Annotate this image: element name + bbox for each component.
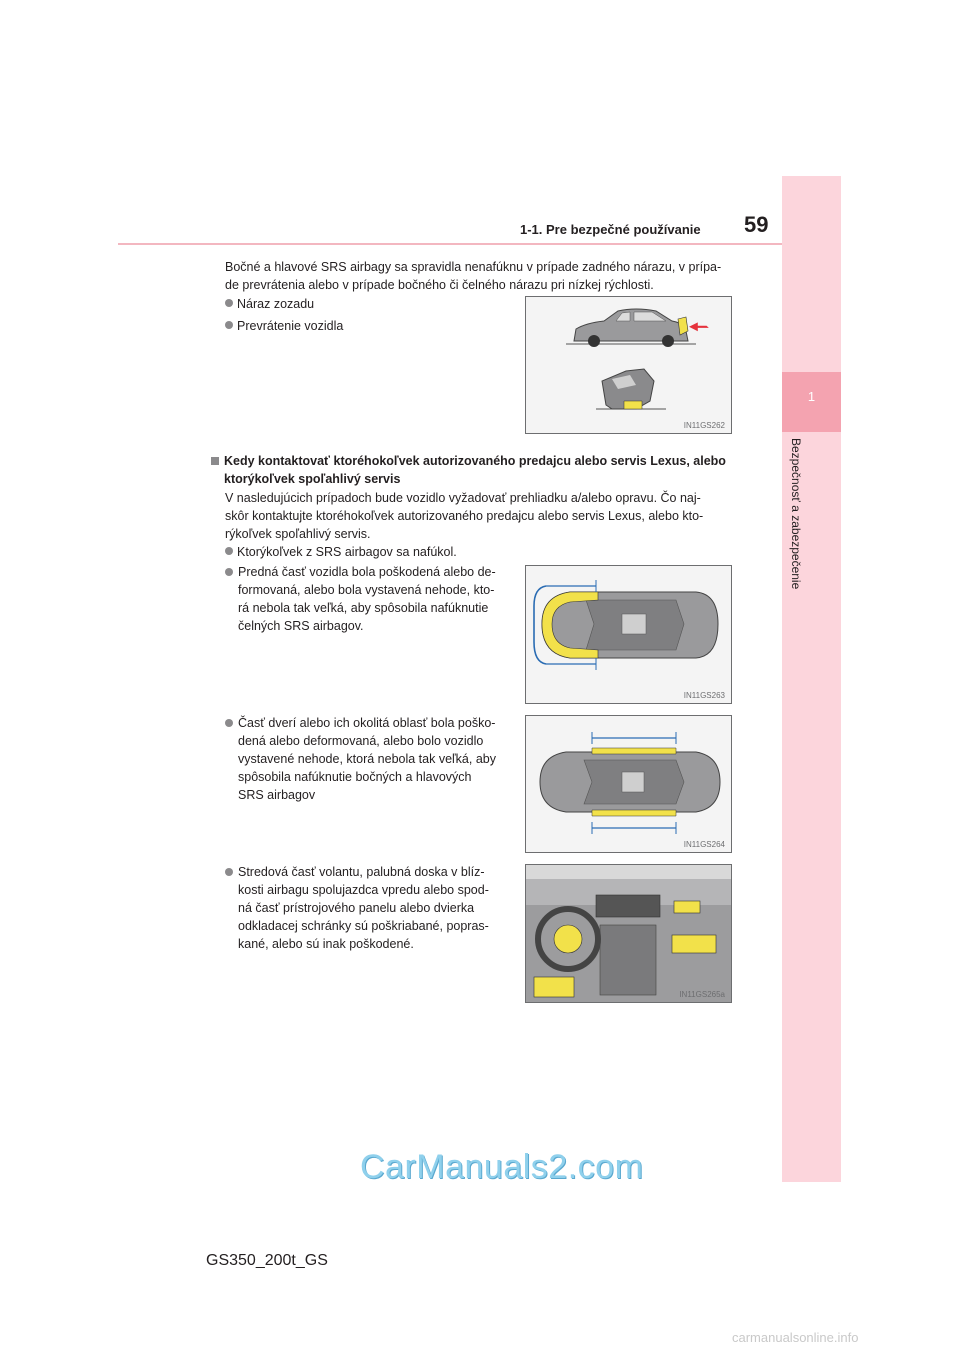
figure-code: IN11GS264 bbox=[683, 840, 725, 849]
car-front-area-illustration bbox=[526, 566, 731, 703]
section-title: 1-1. Pre bezpečné používanie bbox=[520, 222, 701, 237]
bullet-dot-icon bbox=[225, 321, 233, 329]
car-rear-impact-illustration bbox=[526, 297, 731, 433]
model-code: GS350_200t_GS bbox=[206, 1252, 328, 1269]
item-front-damage: Predná časť vozidla bola poškodená alebo de- formovaná, alebo bola vystavená nehode, kto- rá nebola tak veľká, aby spôsobila nafúknutie čelných SRS airbagov. bbox=[238, 563, 515, 635]
para-line-2: skôr kontaktujte ktoréhokoľvek autorizovaného predajcu alebo servis Lexus, alebo kto- bbox=[225, 509, 704, 523]
bullet-rollover: Prevrátenie vozidla bbox=[225, 317, 343, 335]
bullet-dot-icon bbox=[225, 299, 233, 307]
bullet-airbag-deployed: Ktorýkoľvek z SRS airbagov sa nafúkol. bbox=[225, 543, 457, 561]
para-line-1: V nasledujúcich prípadoch bude vozidlo vyžadovať prehliadku a/alebo opravu. Čo naj- bbox=[225, 491, 701, 505]
bullet-dot-icon bbox=[225, 568, 233, 576]
car-side-area-illustration bbox=[526, 716, 731, 852]
figure-dashboard-damage bbox=[525, 864, 732, 1003]
figure-front-damage bbox=[525, 565, 732, 704]
figure-code: IN11GS262 bbox=[683, 421, 725, 430]
item-dashboard-damage: Stredová časť volantu, palubná doska v blíz- kosti airbagu spolujazdca vpredu alebo spod- ná časť prístrojového panelu alebo dvierka odkladacej schránky sú poškriabané, popras- kané, alebo sú inak poškodené. bbox=[238, 863, 515, 953]
side-tab bbox=[782, 176, 841, 1182]
page-number: 59 bbox=[744, 212, 769, 237]
figure-door-damage bbox=[525, 715, 732, 853]
bullet-rear-impact: Náraz zozadu bbox=[225, 295, 314, 313]
chapter-title: Bezpečnosť a zabezpečenie bbox=[789, 438, 803, 590]
para-line-3: rýkoľvek spoľahlivý servis. bbox=[225, 527, 371, 541]
section-heading: Kedy kontaktovať ktoréhokoľvek autorizovaného predajcu alebo servis Lexus, alebo ktorýkoľvek spoľahlivý servis bbox=[211, 452, 751, 488]
bullet-dot-icon bbox=[225, 719, 233, 727]
header-rule bbox=[118, 243, 782, 245]
intro-line-1: Bočné a hlavové SRS airbagy sa spravidla nenafúknu v prípade zadného nárazu, v prípa- bbox=[225, 260, 722, 274]
intro-line-2: de prevrátenia alebo v prípade bočného či čelného nárazu pri nízkej rýchlosti. bbox=[225, 278, 654, 292]
figure-code: IN11GS263 bbox=[683, 691, 725, 700]
watermark-primary: CarManuals2.com bbox=[360, 1148, 644, 1186]
bullet-dot-icon bbox=[225, 547, 233, 555]
figure-rear-impact-rollover bbox=[525, 296, 732, 434]
bullet-dot-icon bbox=[225, 868, 233, 876]
figure-code: IN11GS265a bbox=[679, 990, 725, 999]
item-door-damage: Časť dverí alebo ich okolitá oblasť bola poško- dená alebo deformovaná, alebo bolo vozidlo vystavené nehode, ktorá nebola tak veľká, aby spôsobila nafúknutie bočných a hlavových SRS airbagov bbox=[238, 714, 515, 804]
watermark-secondary: carmanualsonline.info bbox=[732, 1330, 859, 1345]
dashboard-illustration bbox=[526, 865, 731, 1002]
chapter-number: 1 bbox=[807, 389, 816, 404]
heading-square-icon bbox=[211, 457, 219, 465]
